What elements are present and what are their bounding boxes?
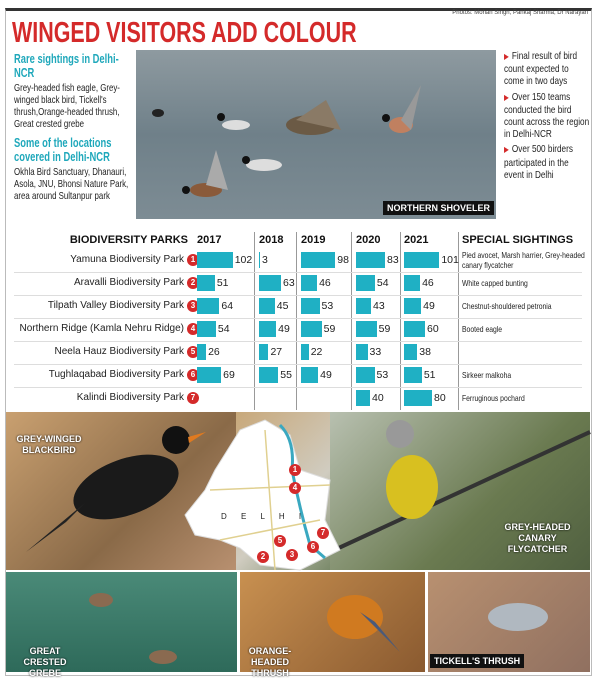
photo-caption: GREY-WINGED BLACKBIRD xyxy=(16,434,82,455)
locations-text: Okhla Bird Sanctuary, Dhanauri, Asola, JNU, Bhonsi Nature Park, area around Sultanpur park xyxy=(14,166,129,202)
bar-value: 80 xyxy=(434,392,446,404)
bar-value: 69 xyxy=(223,369,235,381)
bar-2019 xyxy=(301,344,309,360)
photo-caption: TICKELL'S THRUSH xyxy=(430,654,524,668)
bar-value: 83 xyxy=(387,254,399,266)
bar-2018 xyxy=(259,275,281,291)
bar-value: 49 xyxy=(423,300,435,312)
arrow-icon: ▶ xyxy=(504,52,509,61)
bar-value: 55 xyxy=(280,369,292,381)
bar-2019 xyxy=(301,367,318,383)
bar-value: 64 xyxy=(221,300,234,312)
rare-heading: Rare sightings in Delhi-NCR xyxy=(14,52,119,80)
sightings-header: SPECIAL SIGHTINGS xyxy=(462,234,574,246)
bar-2017 xyxy=(197,298,219,314)
map-marker-3[interactable]: 3 xyxy=(286,549,298,561)
bar-2019 xyxy=(301,321,322,337)
photo-caption: GREAT CRESTED GREBE xyxy=(23,646,67,678)
bar-value: 26 xyxy=(208,346,220,358)
divider xyxy=(254,232,255,410)
year-header: 2017 xyxy=(197,234,222,246)
park-marker: 5 xyxy=(187,346,199,358)
bar-value: 46 xyxy=(319,277,331,289)
bar-2018 xyxy=(259,298,275,314)
bar-value: 22 xyxy=(310,346,323,358)
fact-3: ▶ Over 500 birders participated in the event in Delhi xyxy=(504,143,573,181)
park-marker: 3 xyxy=(187,300,199,312)
tickells-thrush-photo xyxy=(428,572,590,672)
bar-value: 38 xyxy=(419,346,431,358)
special-sighting: Chestnut-shouldered petronia xyxy=(462,301,552,311)
park-name: Tughlaqabad Biodiversity Park xyxy=(48,369,184,380)
photo-credit: Photos: Mohan Singh, Pankaj Sharma, Dr Narayan xyxy=(452,10,588,16)
park-marker: 2 xyxy=(187,277,199,289)
orange-headed-thrush-photo xyxy=(240,572,425,678)
map-marker-2[interactable]: 2 xyxy=(257,551,269,563)
bar-value: 98 xyxy=(337,254,349,266)
bar-value: 59 xyxy=(378,323,391,335)
page-title: WINGED VISITORS ADD COLOUR xyxy=(12,17,357,49)
bar-2020 xyxy=(356,344,368,360)
parks-header: BIODIVERSITY PARKS xyxy=(69,234,188,246)
bar-value: 102 xyxy=(234,254,253,266)
photo-caption: ORANGE-HEADED THRUSH xyxy=(248,646,292,678)
fact-1: ▶ Final result of bird count expected to come in two days xyxy=(504,50,578,88)
bar-value: 49 xyxy=(320,369,332,381)
bar-2017 xyxy=(197,344,206,360)
bar-2021 xyxy=(404,275,420,291)
bar-2019 xyxy=(301,252,335,268)
bar-value: 51 xyxy=(216,277,229,289)
row-divider xyxy=(14,341,582,342)
special-sighting: Sirkeer malkoha xyxy=(462,370,512,380)
bar-value: 54 xyxy=(217,323,230,335)
park-name: Northern Ridge (Kamla Nehru Ridge) xyxy=(19,323,184,334)
photo-caption: GREY-HEADED CANARY FLYCATCHER xyxy=(504,522,571,554)
bar-value: 43 xyxy=(373,300,385,312)
bar-2018 xyxy=(259,321,276,337)
bar-value: 51 xyxy=(423,369,436,381)
park-marker: 7 xyxy=(187,392,199,404)
bar-value: 59 xyxy=(323,323,336,335)
park-marker: 4 xyxy=(187,323,199,335)
row-divider xyxy=(14,295,582,296)
map-label: D E L H I xyxy=(221,512,308,521)
bar-2020 xyxy=(356,367,375,383)
bar-2020 xyxy=(356,321,377,337)
park-name: Neela Hauz Biodiversity Park xyxy=(54,346,184,357)
bar-value: 40 xyxy=(372,392,384,404)
bar-value: 101 xyxy=(441,254,459,266)
bar-2021 xyxy=(404,298,421,314)
bar-2021 xyxy=(404,252,439,268)
special-sighting: Pied avocet, Marsh harrier, Grey-headed canary flycatcher xyxy=(462,250,585,270)
locations-heading: Some of the locations covered in Delhi-NCR xyxy=(14,136,112,164)
bar-value: 45 xyxy=(276,300,289,312)
bar-2017 xyxy=(197,367,221,383)
bar-value: 63 xyxy=(283,277,295,289)
park-name: Tilpath Valley Biodiversity Park xyxy=(47,300,184,311)
bar-2021 xyxy=(404,390,432,406)
park-name: Aravalli Biodiversity Park xyxy=(73,277,184,288)
map-marker-4[interactable]: 4 xyxy=(289,482,301,494)
ducks-illustration xyxy=(136,50,496,222)
divider xyxy=(351,232,352,410)
bar-2019 xyxy=(301,298,320,314)
map-marker-1[interactable]: 1 xyxy=(289,464,301,476)
bar-2021 xyxy=(404,344,417,360)
bar-value: 53 xyxy=(376,369,389,381)
park-marker: 6 xyxy=(187,369,199,381)
special-sighting: Booted eagle xyxy=(462,324,503,334)
divider xyxy=(296,232,297,410)
map-marker-7[interactable]: 7 xyxy=(317,527,329,539)
bar-value: 60 xyxy=(427,323,439,335)
bar-value: 27 xyxy=(270,346,283,358)
fact-2: ▶ Over 150 teams conducted the bird count across the region in Delhi-NCR xyxy=(504,90,590,141)
bar-2020 xyxy=(356,252,385,268)
bar-2020 xyxy=(356,298,371,314)
bar-value: 3 xyxy=(262,254,268,266)
bar-2018 xyxy=(259,252,260,268)
bar-2021 xyxy=(404,321,425,337)
park-name: Yamuna Biodiversity Park xyxy=(70,254,184,265)
bar-2021 xyxy=(404,367,422,383)
bar-value: 53 xyxy=(321,300,334,312)
arrow-icon: ▶ xyxy=(504,92,509,102)
bar-2020 xyxy=(356,275,375,291)
delhi-map xyxy=(180,410,360,575)
main-photo-caption: NORTHERN SHOVELER xyxy=(383,201,494,215)
northern-shoveler-photo xyxy=(136,50,496,219)
year-header: 2019 xyxy=(301,234,326,246)
bar-2017 xyxy=(197,252,233,268)
map-marker-5[interactable]: 5 xyxy=(274,535,286,547)
bar-value: 54 xyxy=(376,277,389,289)
bar-2018 xyxy=(259,344,268,360)
bar-value: 46 xyxy=(422,277,434,289)
park-marker: 1 xyxy=(187,254,199,266)
great-crested-grebe-photo xyxy=(6,572,237,678)
row-divider xyxy=(14,387,582,388)
bar-value: 49 xyxy=(278,323,290,335)
bar-2017 xyxy=(197,275,215,291)
bar-2017 xyxy=(197,321,216,337)
bar-value: 33 xyxy=(369,346,382,358)
row-divider xyxy=(14,272,582,273)
year-header: 2018 xyxy=(259,234,284,246)
canary-flycatcher-photo xyxy=(330,412,590,570)
row-divider xyxy=(14,318,582,319)
rare-text: Grey-headed fish eagle, Grey-winged black bird, Tickell's thrush,Orange-headed thrush, Great crested grebe xyxy=(14,82,120,130)
row-divider xyxy=(14,364,582,365)
park-name: Kalindi Biodiversity Park xyxy=(76,392,184,403)
year-header: 2020 xyxy=(356,234,381,246)
left-column xyxy=(14,52,134,202)
bar-2018 xyxy=(259,367,278,383)
special-sighting: Ferruginous pochard xyxy=(462,393,525,403)
arrow-icon: ▶ xyxy=(504,145,509,155)
year-header: 2021 xyxy=(404,234,429,246)
bar-2019 xyxy=(301,275,317,291)
map-marker-6[interactable]: 6 xyxy=(307,541,319,553)
special-sighting: White capped bunting xyxy=(462,278,528,288)
bar-2020 xyxy=(356,390,370,406)
divider xyxy=(400,232,401,410)
facts-column xyxy=(504,50,590,181)
